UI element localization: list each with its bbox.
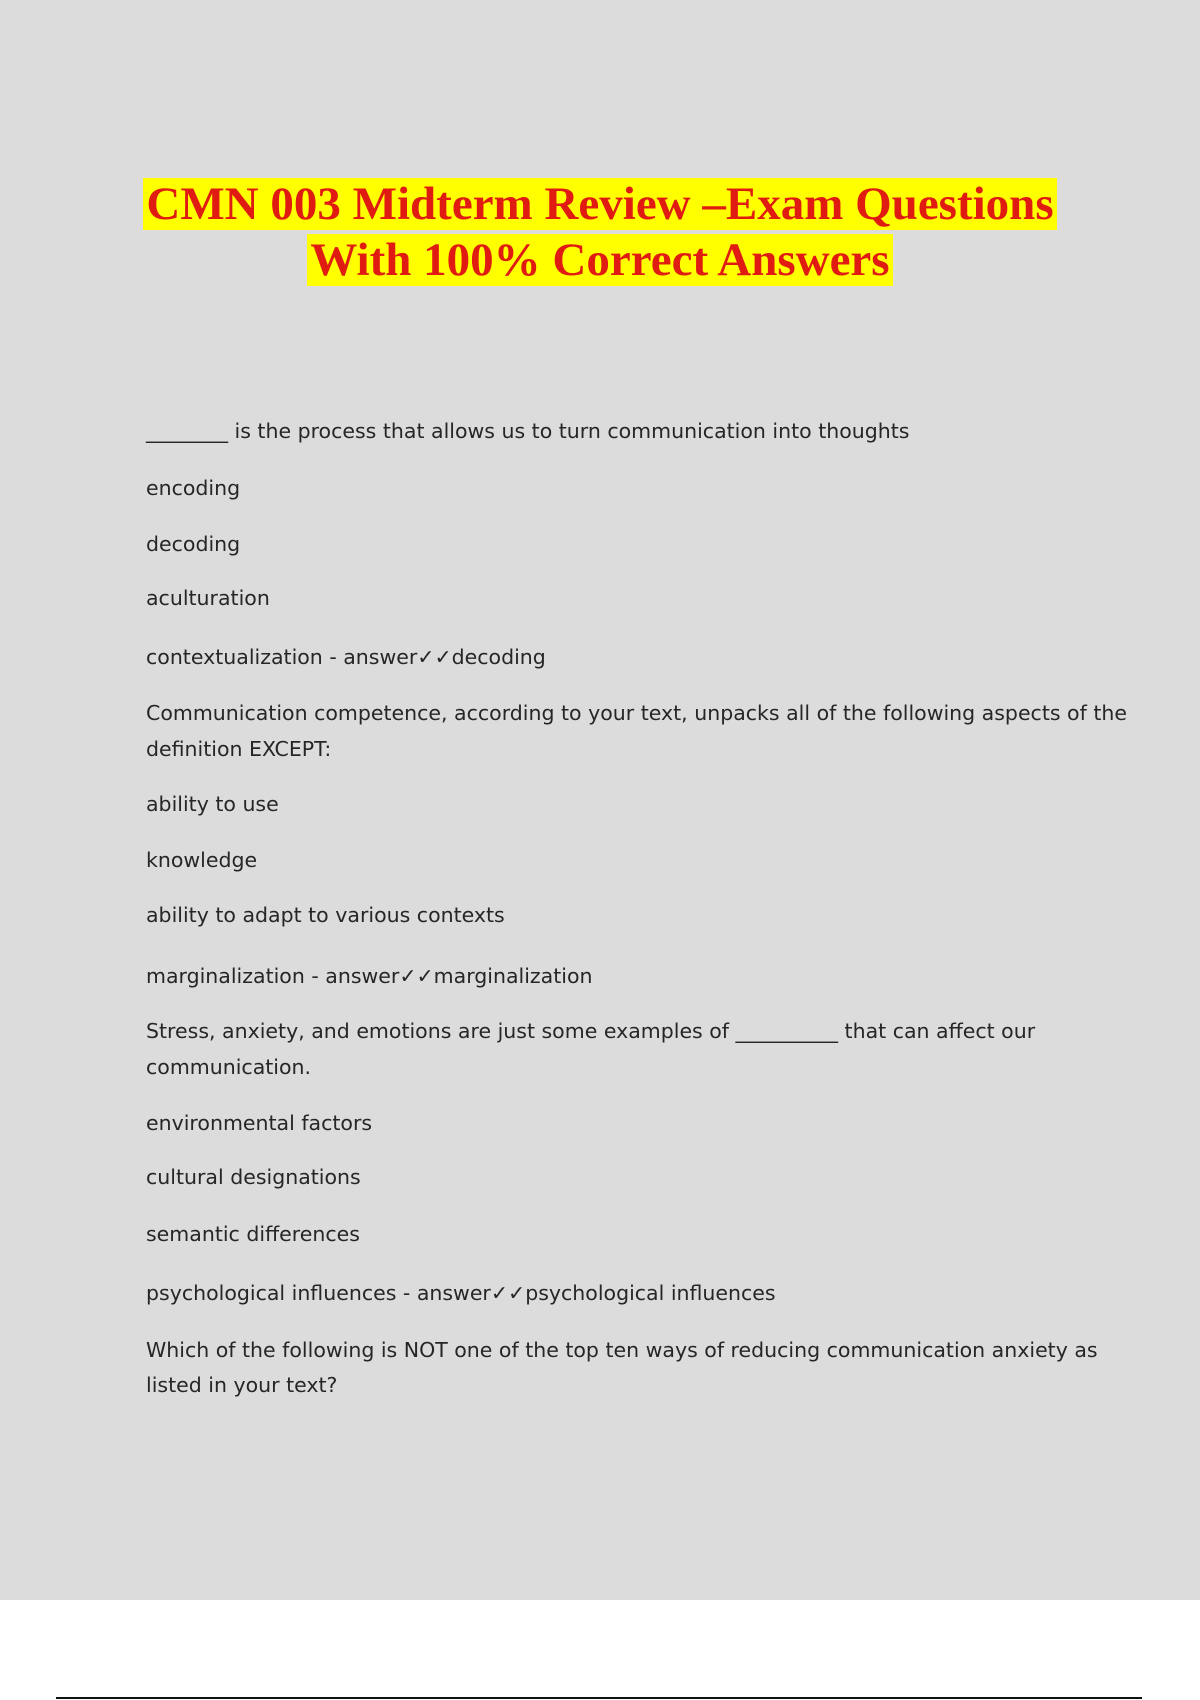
question-1-option-1: encoding [146, 476, 241, 500]
question-2-text-line-1: Communication competence, according to your text, unpacks all of the following aspects of the [146, 701, 1127, 725]
question-3-answer: psychological influences - answer✓✓psychological influences [146, 1281, 776, 1305]
question-1-text: ________ is the process that allows us to turn communication into thoughts [146, 419, 910, 443]
question-3-option-2: cultural designations [146, 1165, 361, 1189]
question-2-text-line-2: definition EXCEPT: [146, 737, 332, 761]
question-3-text-line-1: Stress, anxiety, and emotions are just some examples of __________ that can affect our [146, 1019, 1036, 1043]
question-2-option-1: ability to use [146, 792, 279, 816]
question-3-text-line-2: communication. [146, 1055, 312, 1079]
title-line-1: CMN 003 Midterm Review –Exam Questions [0, 176, 1200, 232]
question-4-text-line-2: listed in your text? [146, 1373, 338, 1397]
title-line-2: With 100% Correct Answers [0, 232, 1200, 288]
question-1-option-3: aculturation [146, 586, 270, 610]
footer-divider [56, 1697, 1142, 1699]
question-4-text-line-1: Which of the following is NOT one of the top ten ways of reducing communication anxiety as [146, 1338, 1098, 1362]
question-2-option-2: knowledge [146, 848, 258, 872]
question-2-option-3: ability to adapt to various contexts [146, 903, 505, 927]
question-1-answer: contextualization - answer✓✓decoding [146, 645, 546, 669]
question-3-option-1: environmental factors [146, 1111, 373, 1135]
question-2-answer: marginalization - answer✓✓marginalization [146, 964, 593, 988]
document-title [0, 176, 1200, 288]
question-3-option-3: semantic differences [146, 1222, 360, 1246]
question-1-option-2: decoding [146, 532, 241, 556]
